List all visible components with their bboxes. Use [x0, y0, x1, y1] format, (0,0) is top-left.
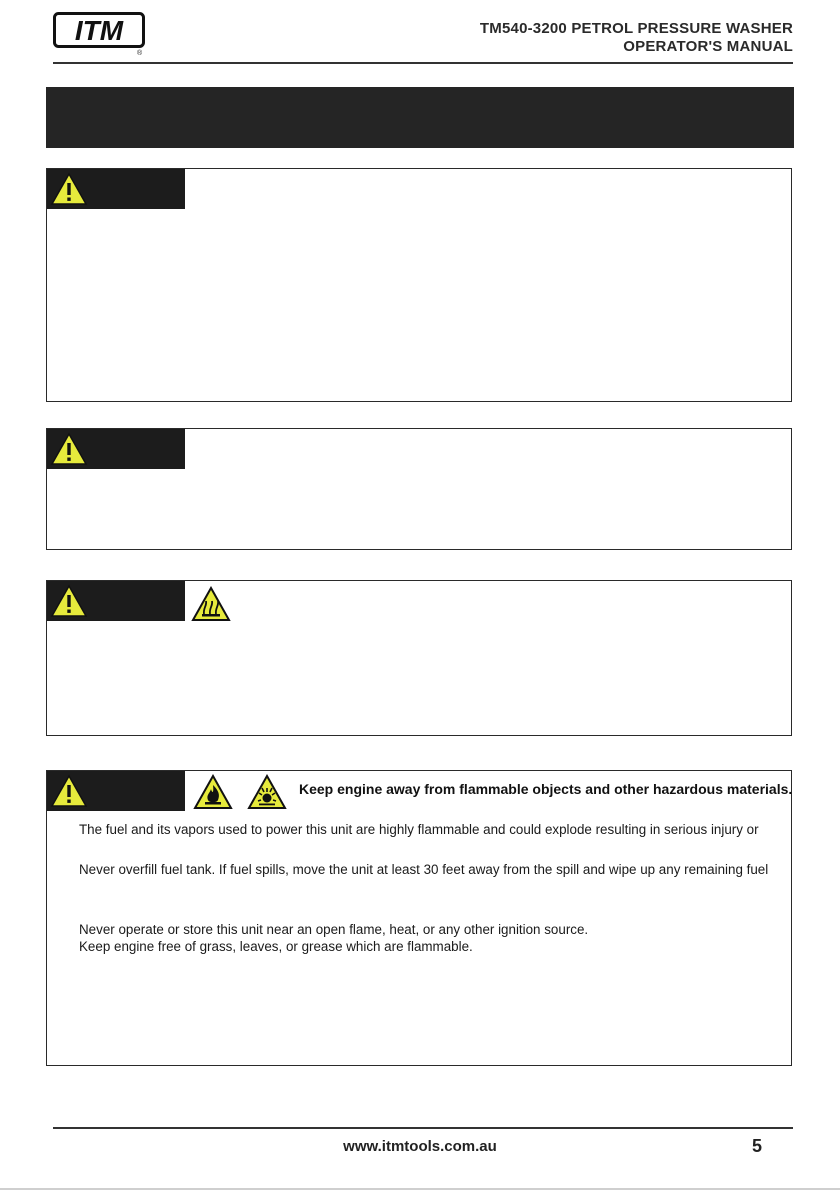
flammable-hazard-icon	[193, 774, 233, 810]
section-banner	[46, 87, 794, 148]
page-number: 5	[752, 1136, 763, 1156]
explosive-hazard-icon	[247, 774, 287, 810]
safety-text-line: Keep engine free of grass, leaves, or grease which are flammable.	[79, 939, 473, 954]
box-heading: Keep engine away from flammable objects and other hazardous materials.	[299, 781, 793, 797]
document-title	[480, 20, 793, 56]
footer-url: www.itmtools.com.au	[343, 1138, 497, 1155]
warning-triangle-icon	[50, 584, 88, 618]
safety-text-line: Never operate or store this unit near an open flame, heat, or any other ignition source.	[79, 922, 589, 937]
registered-mark: ®	[137, 50, 143, 57]
warning-tag	[47, 771, 185, 811]
document-title-line2: OPERATOR'S MANUAL	[623, 38, 793, 55]
warning-tag	[47, 169, 185, 209]
warning-triangle-icon	[50, 774, 88, 808]
warning-box-2	[46, 428, 792, 550]
warning-tag	[47, 581, 185, 621]
header-divider	[53, 62, 793, 64]
warning-box-1	[46, 168, 792, 402]
warning-triangle-icon	[50, 172, 88, 206]
warning-triangle-icon	[50, 432, 88, 466]
safety-text-line: Never overfill fuel tank. If fuel spills, move the unit at least 30 feet away from the spill and wipe up any remaining fuel	[79, 862, 769, 877]
svg-text:ITM: ITM	[74, 15, 124, 46]
document-title-line1: TM540-3200 PETROL PRESSURE WASHER	[479, 20, 793, 37]
warning-box-3	[46, 580, 792, 736]
warning-box-4	[46, 770, 792, 1066]
page-bottom-edge	[0, 1188, 840, 1190]
footer-divider	[53, 1127, 793, 1129]
warning-tag	[47, 429, 185, 469]
hot-surface-hazard-icon	[191, 586, 231, 622]
itm-logo	[53, 12, 145, 48]
safety-text-line: The fuel and its vapors used to power this unit are highly flammable and could explode resulting in serious injury or	[79, 822, 759, 837]
